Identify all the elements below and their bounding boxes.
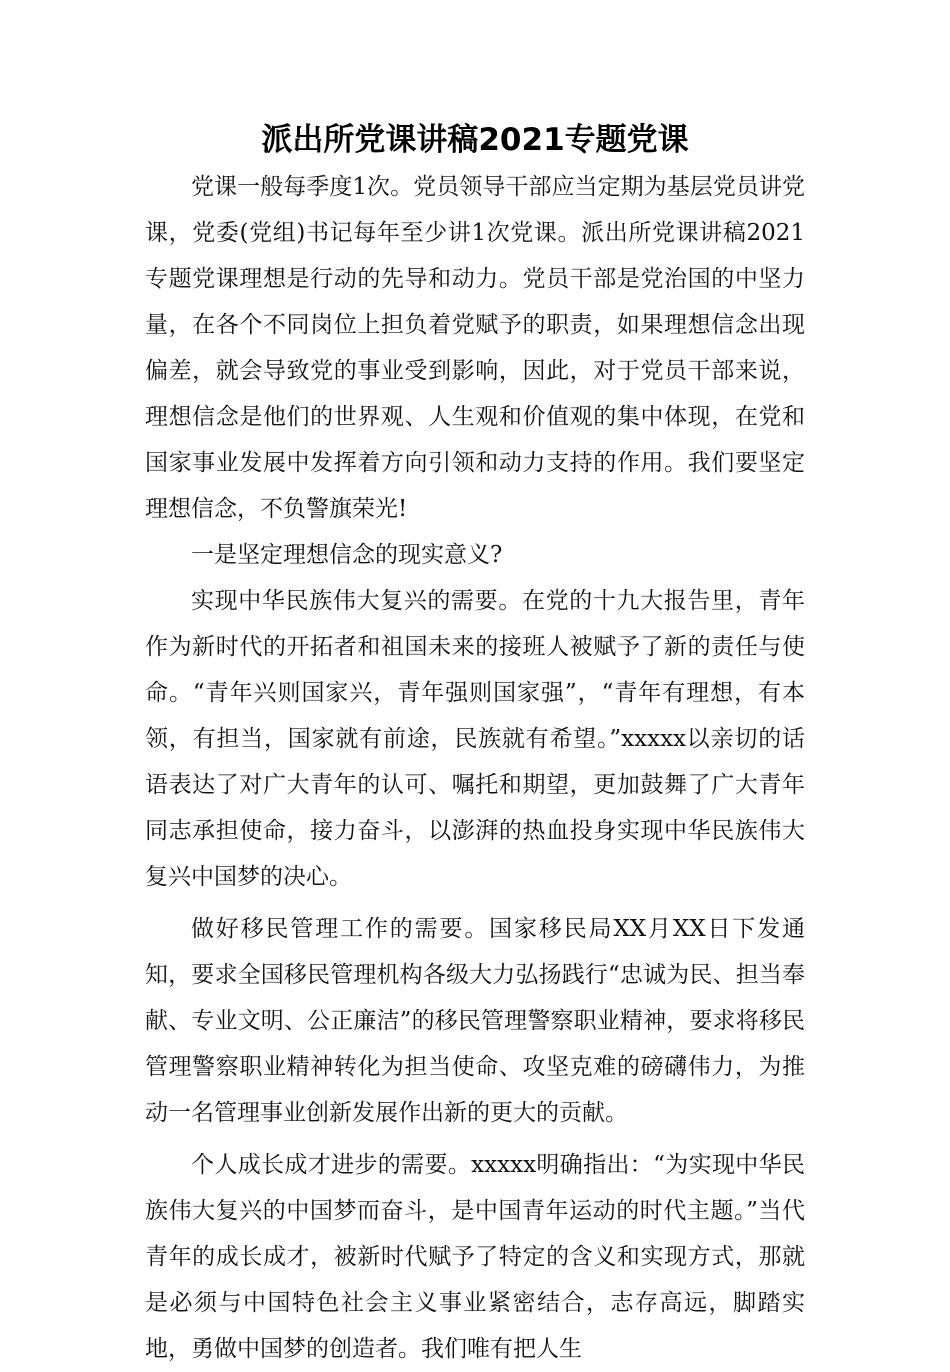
paragraph-personal-growth: 个人成长成才进步的需要。xxxxx明确指出：“为实现中华民族伟大复兴的中国梦而奋斗，是中国青年运动的时代主题。”当代青年的成长成才，被新时代赋予了特定的含义和实现方式，那就是必须与中国特色社会主义事业紧密结合，志存高远，脚踏实地，勇做中国梦的创造者。我们唯有把人生 [145, 1152, 805, 1362]
paragraph-section-heading: 一是坚定理想信念的现实意义? [191, 542, 503, 568]
document-body [145, 164, 805, 1372]
paragraph-rejuvenation: 实现中华民族伟大复兴的需要。在党的十九大报告里，青年作为新时代的开拓者和祖国未来的接班人被赋予了新的责任与使命。“青年兴则国家兴，青年强则国家强”，“青年有理想，有本领，有担当，国家就有前途，民族就有希望。”xxxxx以亲切的话语表达了对广大青年的认可、嘱托和期望，更加鼓舞了广大青年同志承担使命，接力奋斗，以澎湃的热血投身实现中华民族伟大复兴中国梦的决心。 [145, 588, 805, 890]
paragraph-immigration: 做好移民管理工作的需要。国家移民局XX月XX日下发通知，要求全国移民管理机构各级大力弘扬践行“忠诚为民、担当奉献、专业文明、公正廉洁”的移民管理警察职业精神，要求将移民管理警察职业精神转化为担当使命、攻坚克难的磅礴伟力，为推动一名管理事业创新发展作出新的更大的贡献。 [145, 916, 805, 1126]
document-title: 派出所党课讲稿2021专题党课 [261, 122, 689, 158]
paragraph-intro: 党课一般每季度1次。党员领导干部应当定期为基层党员讲党课，党委(党组)书记每年至少讲1次党课。派出所党课讲稿2021专题党课理想是行动的先导和动力。党员干部是党治国的中坚力量，在各个不同岗位上担负着党赋予的职责，如果理想信念出现偏差，就会导致党的事业受到影响，因此，对于党员干部来说，理想信念是他们的世界观、人生观和价值观的集中体现，在党和国家事业发展中发挥着方向引领和动力支持的作用。我们要坚定理想信念，不负警旗荣光! [145, 174, 805, 522]
